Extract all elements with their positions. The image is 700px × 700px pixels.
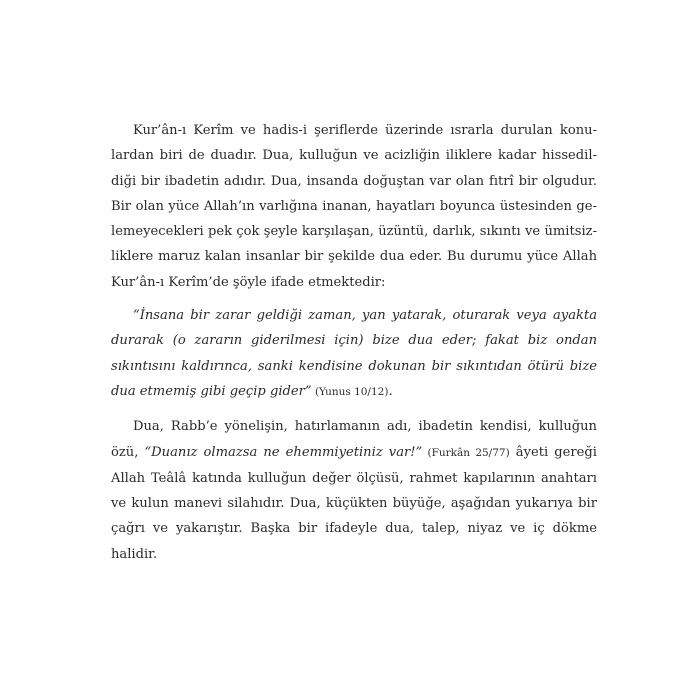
book-page-text <box>111 118 597 567</box>
verse-quote-text: “İnsana bir zarar geldiği zaman, yan yatarak, oturarak veya ayakta durarak (o zararın giderilmesi için) bize dua eder; fakat biz ondan sıkıntısını kaldırınca, sanki kendisine dokunan bir sıkıntıdan ötürü bize dua etmemiş gibi geçip gider” <box>111 308 597 399</box>
paragraph-intro: Kur’ân-ı Kerîm ve hadis-i şeriflerde üzerinde ısrarla durulan konulardan biri de duadır. Dua, kulluğun ve acizliğin iliklere kadar hissedildiği bir ibadetin adıdır. Dua, insanda doğuştan var olan fıtrî bir olgudur. Bir olan yüce Allah’ın varlığına inanan, hayatları boyunca üstesinden gelemeyecekleri pek çok şeyle karşılaşan, üzüntü, darlık, sıkıntı ve ümitsizliklere maruz kalan insanlar bir şekilde dua eder. Bu durumu yüce Allah Kur’ân-ı Kerîm’de şöyle ifade etmektedir: <box>111 123 597 290</box>
inline-verse-quote: “Duanız olmazsa ne ehemmiyetiniz var!” <box>144 444 423 460</box>
paragraph-dua-after: âyeti gereği Allah Teâlâ katında kulluğun değer ölçüsü, rahmet kapılarının anahtarı ve kulun manevi silahıdır. Dua, küçükten büyüğe, aşağıdan yukarıya bir çağrı ve yakarıştır. Başka bir ifadeyle dua, talep, niyaz ve iç dökme halidir. <box>111 444 597 562</box>
verse-quote <box>111 303 597 405</box>
verse-quote-end: . <box>388 383 393 399</box>
verse-reference: (Yunus 10/12) <box>311 385 389 398</box>
paragraph-dua <box>111 414 597 567</box>
inline-verse-reference: (Furkân 25/77) <box>422 446 510 459</box>
paragraph-dua-before: Dua, Rabb’e yönelişin, hatırlamanın adı, ibadetin kendisi, kulluğun özü, <box>111 419 597 460</box>
